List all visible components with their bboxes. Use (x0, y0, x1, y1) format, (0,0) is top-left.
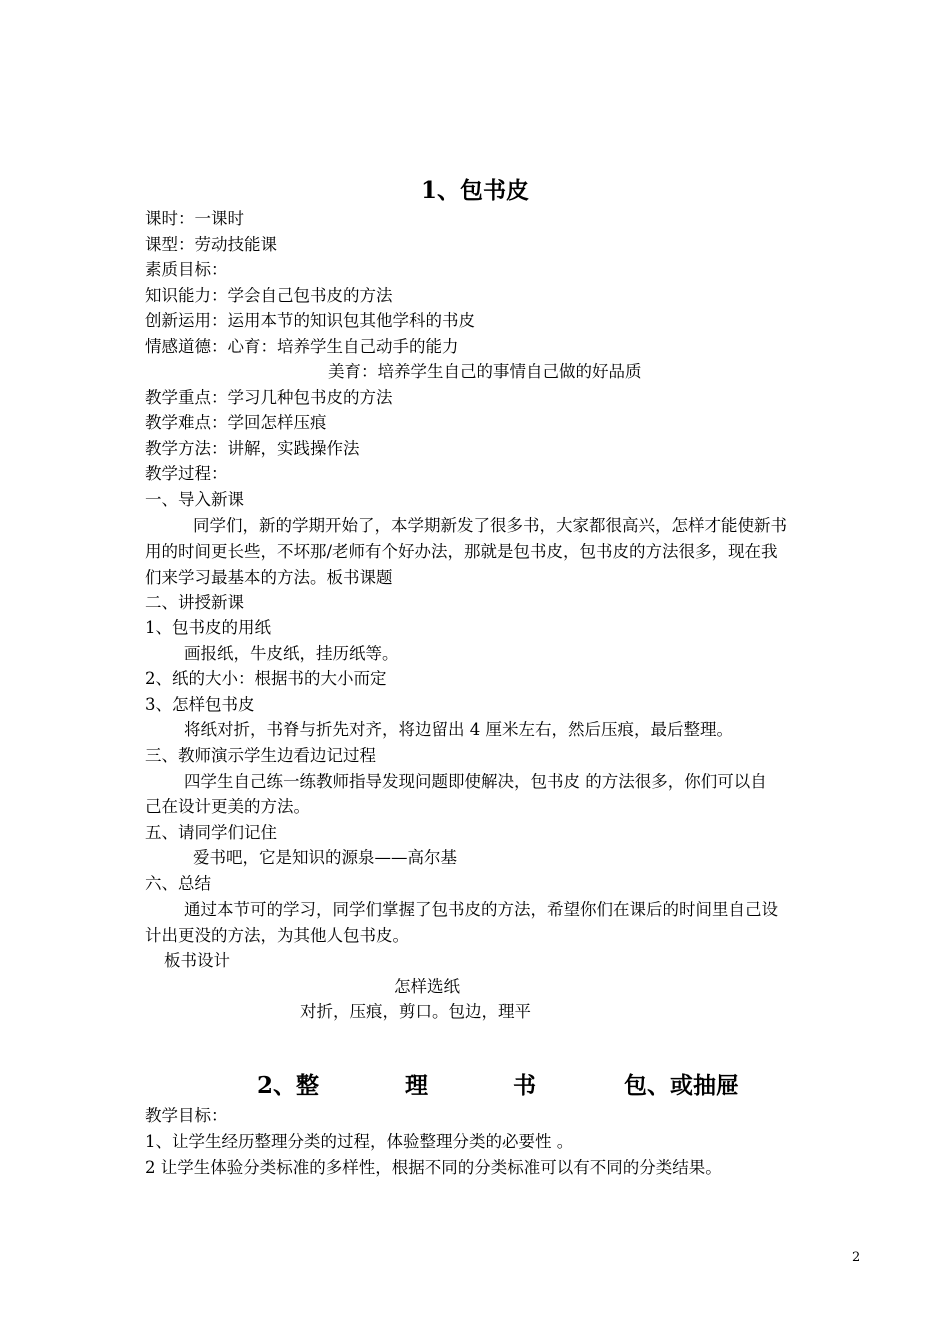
page-number: 2 (852, 1250, 861, 1265)
paragraph-line: 同学们，新的学期开始了，本学期新发了很多书，大家都很高兴，怎样才能使新书 (193, 516, 787, 535)
text-line: 教学重点：学习几种包书皮的方法 (145, 388, 393, 407)
paragraph-line: 们来学习最基本的方法。板书课题 (145, 568, 393, 587)
paragraph-line: 四学生自己练一练教师指导发现问题即使解决，包书皮 的方法很多，你们可以自 (184, 772, 767, 791)
text-line: 画报纸，牛皮纸，挂历纸等。 (184, 644, 399, 663)
text-line: 知识能力：学会自己包书皮的方法 (145, 286, 393, 305)
text-line: 教学方法：讲解，实践操作法 (145, 439, 360, 458)
lesson2-title-part: 包、或抽屉 (624, 1072, 739, 1099)
text-line: 课时：一课时 (145, 209, 244, 228)
section-heading: 三、教师演示学生边看边记过程 (145, 746, 376, 765)
section-heading: 六、总结 (145, 874, 211, 893)
text-line: 教学过程： (145, 464, 228, 483)
board-design-line: 对折，压痕，剪口。包边，理平 (300, 1002, 531, 1021)
lesson2-title-part: 书 (513, 1072, 536, 1099)
text-line: 美育：培养学生自己的事情自己做的好品质 (328, 362, 642, 381)
text-line: 情感道德：心育：培养学生自己动手的能力 (145, 337, 459, 356)
text-line: 2、纸的大小：根据书的大小而定 (145, 669, 387, 688)
text-line: 教学目标： (145, 1106, 228, 1125)
text-line: 1、让学生经历整理分类的过程，体验整理分类的必要性 。 (145, 1132, 574, 1151)
text-line: 1、包书皮的用纸 (145, 618, 271, 637)
lesson2-title-part: 理 (405, 1072, 428, 1099)
section-heading: 五、请同学们记住 (145, 823, 277, 842)
lesson1-title: 1、包书皮 (420, 177, 529, 204)
quote-line: 爱书吧，它是知识的源泉——高尔基 (193, 848, 457, 867)
text-line: 3、怎样包书皮 (145, 695, 255, 714)
paragraph-line: 计出更没的方法，为其他人包书皮。 (145, 926, 409, 945)
text-line: 课型：劳动技能课 (145, 235, 277, 254)
paragraph-line: 通过本节可的学习，同学们掌握了包书皮的方法，希望你们在课后的时间里自己设 (184, 900, 778, 919)
section-heading: 二、讲授新课 (145, 593, 244, 612)
board-design-line: 怎样选纸 (394, 977, 460, 996)
text-line: 将纸对折，书脊与折先对齐，将边留出 4 厘米左右，然后压痕，最后整理。 (184, 720, 733, 739)
lesson2-title-part: 2、整 (257, 1072, 320, 1099)
section-heading: 一、导入新课 (145, 490, 244, 509)
paragraph-line: 用的时间更长些，不坏那/老师有个好办法，那就是包书皮，包书皮的方法很多，现在我 (145, 542, 778, 561)
text-line: 板书设计 (164, 951, 230, 970)
text-line: 素质目标： (145, 260, 228, 279)
text-line: 2 让学生体验分类标准的多样性，根据不同的分类标准可以有不同的分类结果。 (145, 1158, 722, 1177)
paragraph-line: 己在设计更美的方法。 (145, 797, 310, 816)
text-line: 创新运用：运用本节的知识包其他学科的书皮 (145, 311, 475, 330)
text-line: 教学难点：学回怎样压痕 (145, 413, 327, 432)
